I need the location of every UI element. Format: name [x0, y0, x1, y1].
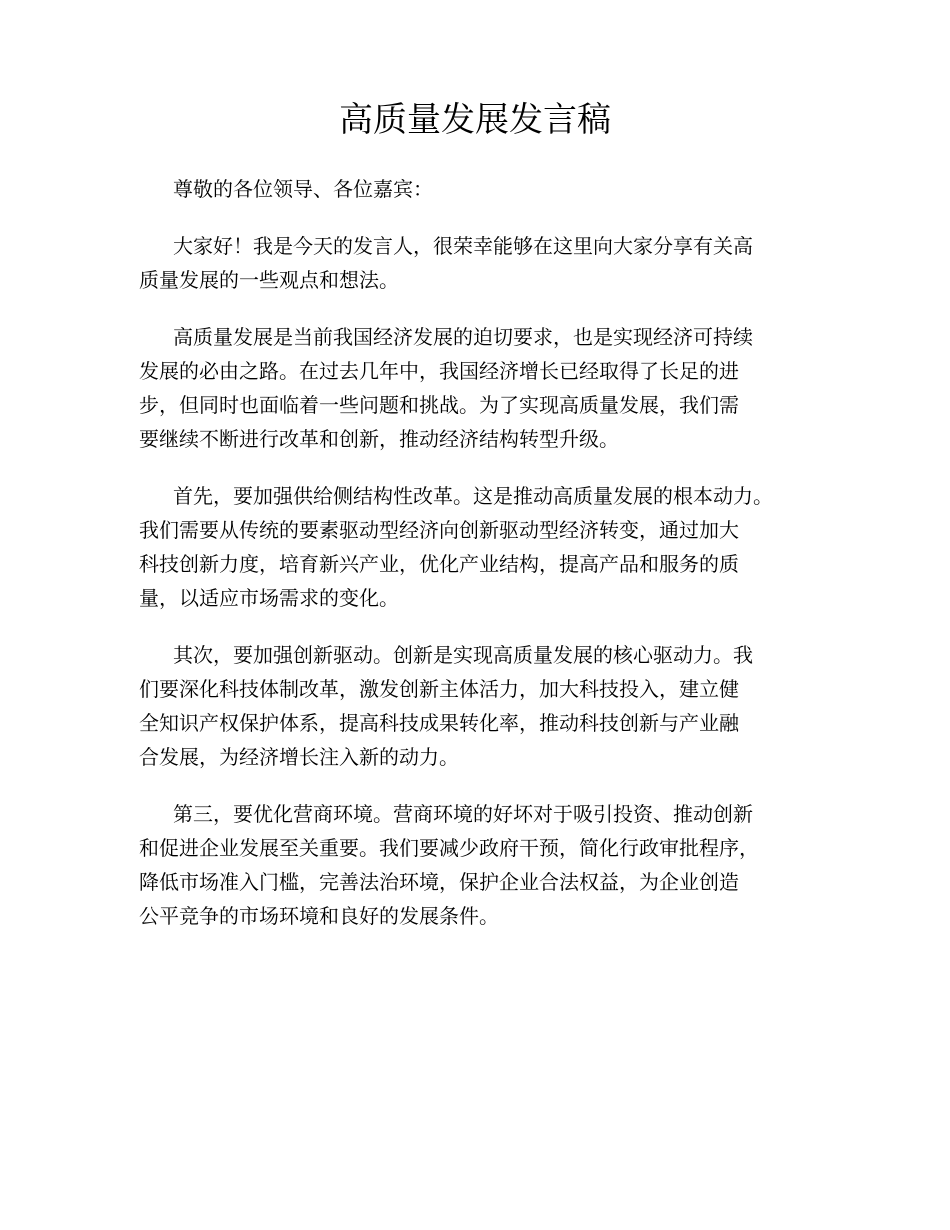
document-body: [139, 172, 839, 956]
paragraph-line: 们要深化科技体制改革，激发创新主体活力，加大科技投入，建立健: [139, 677, 739, 701]
paragraph-introduction: [139, 320, 839, 456]
paragraph-line: 要继续不断进行改革和创新，推动经济结构转型升级。: [139, 427, 619, 451]
paragraph-point-innovation: [139, 638, 839, 774]
paragraph-line: 步，但同时也面临着一些问题和挑战。为了实现高质量发展，我们需: [139, 393, 739, 417]
paragraph-line: 尊敬的各位领导、各位嘉宾：: [173, 177, 433, 201]
paragraph-point-business-environment: [139, 797, 839, 933]
paragraph-line: 发展的必由之路。在过去几年中，我国经济增长已经取得了长足的进: [139, 359, 739, 383]
document-title: 高质量发展发言稿: [339, 100, 611, 140]
paragraph-line: 量，以适应市场需求的变化。: [139, 586, 399, 610]
paragraph-line: 降低市场准入门槛，完善法治环境，保护企业合法权益，为企业创造: [139, 870, 739, 894]
paragraph-line: 我们需要从传统的要素驱动型经济向创新驱动型经济转变，通过加大: [139, 518, 739, 542]
paragraph-point-supply-side: [139, 479, 839, 615]
paragraph-line: 合发展，为经济增长注入新的动力。: [139, 745, 459, 769]
paragraph-salutation: [139, 172, 839, 206]
paragraph-line: 和促进企业发展至关重要。我们要减少政府干预，简化行政审批程序，: [139, 836, 759, 860]
paragraph-line: 大家好！我是今天的发言人，很荣幸能够在这里向大家分享有关高: [173, 234, 753, 258]
paragraph-line: 首先，要加强供给侧结构性改革。这是推动高质量发展的根本动力。: [173, 484, 773, 508]
paragraph-line: 科技创新力度，培育新兴产业，优化产业结构，提高产品和服务的质: [139, 552, 739, 576]
paragraph-line: 高质量发展是当前我国经济发展的迫切要求，也是实现经济可持续: [173, 325, 753, 349]
paragraph-greeting: [139, 229, 839, 297]
paragraph-line: 公平竞争的市场环境和良好的发展条件。: [139, 904, 499, 928]
paragraph-line: 第三，要优化营商环境。营商环境的好坏对于吸引投资、推动创新: [173, 802, 753, 826]
paragraph-line: 质量发展的一些观点和想法。: [139, 268, 399, 292]
paragraph-line: 全知识产权保护体系，提高科技成果转化率，推动科技创新与产业融: [139, 711, 739, 735]
paragraph-line: 其次，要加强创新驱动。创新是实现高质量发展的核心驱动力。我: [173, 643, 753, 667]
